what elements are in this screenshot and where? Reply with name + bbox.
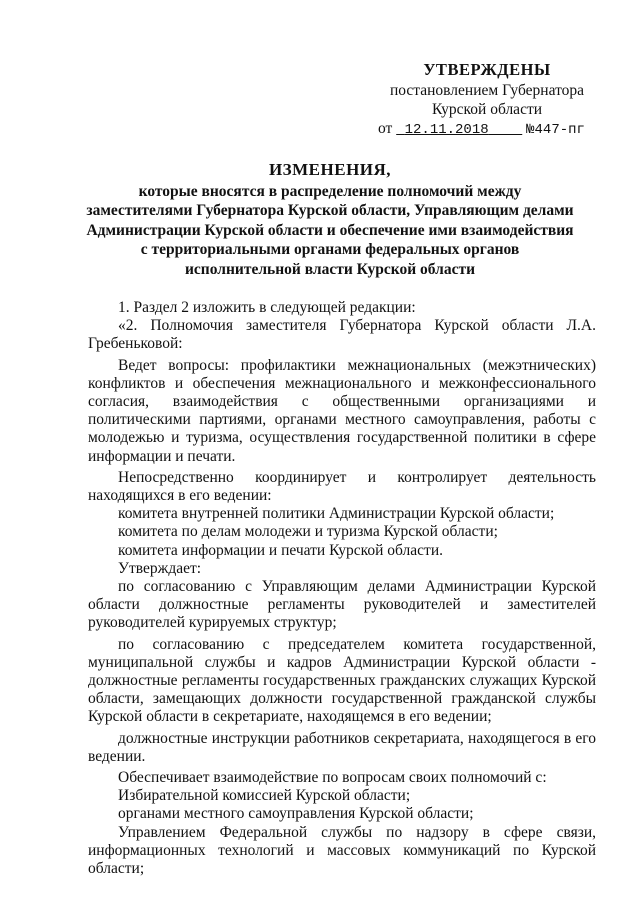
heading-line-2: заместителями Губернатора Курской области, Управляющим делами [86, 202, 574, 219]
paragraph-coordinates: Непосредственно координирует и контролирует деятельность находящихся в его ведении: [88, 468, 596, 505]
heading-line-3: Администрации Курской области и обеспечение ими взаимодействия [86, 221, 574, 239]
paragraph-roskomnadzor: Управлением Федеральной службы по надзору в сфере связи, информационных технологий и массовых коммуникаций по Курской области; [88, 823, 596, 878]
approval-from-label: от [378, 120, 393, 137]
heading-line-5: исполнительной власти Курской области [185, 260, 475, 278]
document-body [88, 299, 596, 878]
approval-title: УТВЕРЖДЕНЫ [423, 60, 551, 79]
paragraph-committee-info: комитета информации и печати Курской области. [118, 541, 443, 559]
paragraph-local-government: органами местного самоуправления Курской области; [118, 805, 474, 823]
approval-date-line [372, 119, 602, 140]
paragraph-election-commission: Избирательной комиссией Курской области; [118, 787, 411, 805]
approval-number: №447-пг [526, 122, 585, 138]
heading-line-1: которые вносятся в распределение полномочий между [138, 182, 522, 200]
paragraph-section-intro: 1. Раздел 2 изложить в следующей редакции: [118, 299, 416, 316]
document-heading [60, 160, 600, 279]
approval-line-1: постановлением Губернатора [389, 82, 585, 99]
paragraph-committee-youth: комитета по делам молодежи и туризма Курской области; [118, 523, 498, 541]
paragraph-approves: Утверждает: [118, 559, 202, 577]
paragraph-approves-1: по согласованию с Управляющим делами Администрации Курской области должностные регламенты руководителей и заместителей руководителей курируемых структур; [88, 578, 596, 632]
approval-line-2: Курской области [431, 101, 543, 118]
paragraph-authority-title: «2. Полномочия заместителя Губернатора Курской области Л.А. Гребеньковой: [88, 317, 596, 353]
heading-title: ИЗМЕНЕНИЯ, [268, 160, 392, 179]
paragraph-approves-2: по согласованию с председателем комитета государственной, муниципальной службы и кадров Администрации Курской области - должностные регламенты государственных гражданских служащих Курской области, замещающих должности государственной гражданской службы Курской области в секретариате, находящемся в его ведении; [88, 635, 596, 726]
approval-stamp [372, 60, 602, 140]
approval-date: 12.11.2018 [404, 122, 489, 138]
paragraph-committee-internal: комитета внутренней политики Администрации Курской области; [118, 505, 555, 523]
paragraph-interaction: Обеспечивает взаимодействие по вопросам своих полномочий с: [118, 769, 547, 787]
heading-line-4: с территориальными органами федеральных органов [140, 241, 520, 258]
paragraph-approves-3: должностные инструкции работников секретариата, находящегося в его ведении. [88, 729, 596, 765]
paragraph-leads-issues: Ведет вопросы: профилактики межнациональных (межэтнических) конфликтов и обеспечения межнационального и межконфессионального согласия, взаимодействия с общественными организациями и политическими партиями, органами местного самоуправления, работы с молодежью и туризма, осуществления государственной политики в сфере информации и печати. [88, 356, 596, 465]
